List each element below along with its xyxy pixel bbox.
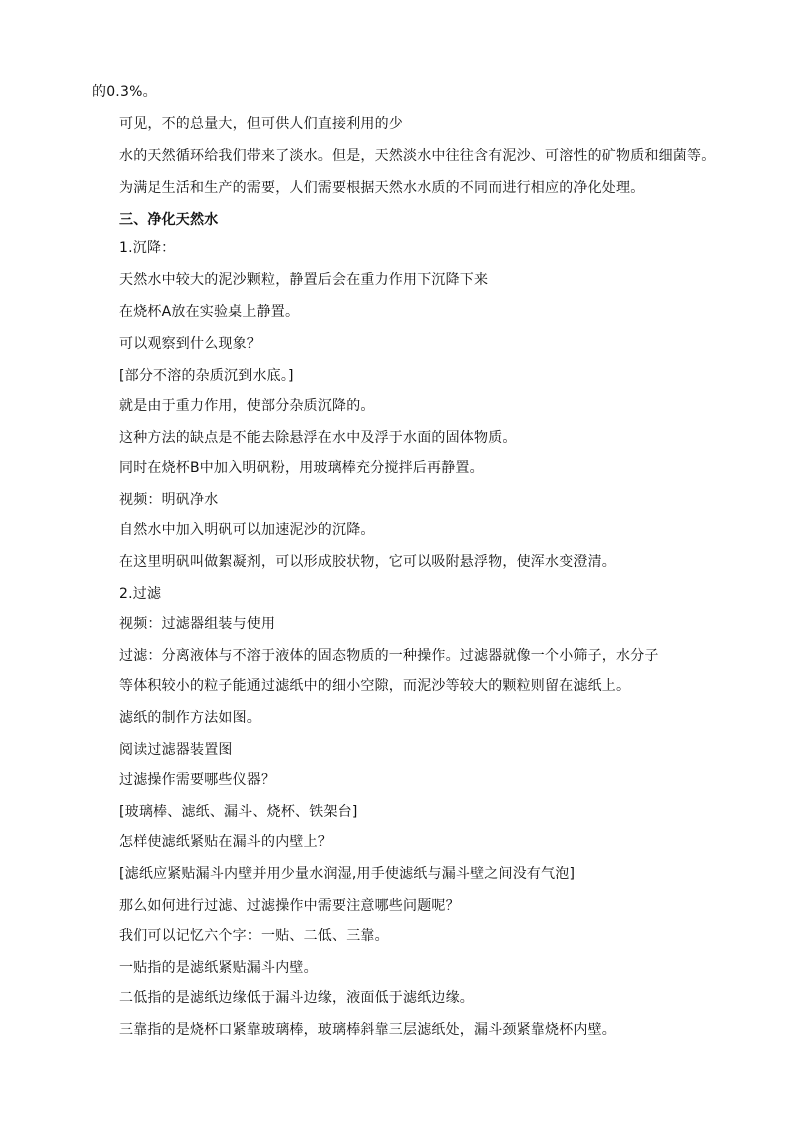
text-line: 这种方法的缺点是不能去除悬浮在水中及浮于水面的固体物质。 [119,430,517,446]
question-line: 怎样使滤纸紧贴在漏斗的内壁上？ [119,834,332,850]
text-line: 等体积较小的粒子能通过滤纸中的细小空隙，而泥沙等较大的颗粒则留在滤纸上。 [119,678,631,694]
text-line: 二低指的是滤纸边缘低于漏斗边缘，液面低于滤纸边缘。 [119,990,474,1006]
text-line: 一贴指的是滤纸紧贴漏斗内壁。 [119,960,318,976]
question-line: 那么如何进行过滤、过滤操作中需要注意哪些问题呢？ [119,898,460,914]
text-line: 在这里明矾叫做絮凝剂，可以形成胶状物，它可以吸附悬浮物，使浑水变澄清。 [119,554,616,570]
text-line: 视频：过滤器组装与使用 [119,616,276,632]
question-line: 过滤操作需要哪些仪器？ [119,772,276,788]
subsection-heading: 2.过滤 [119,586,162,602]
answer-line: [滤纸应紧贴漏斗内壁并用少量水润湿,用手使滤纸与漏斗壁之间没有气泡] [119,866,576,882]
section-heading: 三、净化天然水 [119,212,219,228]
text-line: 滤纸的制作方法如图。 [119,710,261,726]
text-line: 三靠指的是烧杯口紧靠玻璃棒，玻璃棒斜靠三层滤纸处，漏斗颈紧靠烧杯内壁。 [119,1022,616,1038]
text-line: 过滤：分离液体与不溶于液体的固态物质的一种操作。过滤器就像一个小筛子，水分子 [119,648,659,664]
text-line: 就是由于重力作用，使部分杂质沉降的。 [119,398,375,414]
text-line: 阅读过滤器装置图 [119,742,233,758]
text-line: 水的天然循环给我们带来了淡水。但是，天然淡水中往往含有泥沙、可溶性的矿物质和细菌等。 [119,148,716,164]
answer-line: [部分不溶的杂质沉到水底。] [119,368,294,384]
text-line: 自然水中加入明矾可以加速泥沙的沉降。 [119,522,375,538]
text-line: 的0.3%。 [92,84,157,100]
question-line: 可以观察到什么现象？ [119,336,261,352]
text-line: 视频：明矾净水 [119,492,219,508]
text-line: 在烧杯A放在实验桌上静置。 [119,304,300,320]
text-line: 可见，不的总量大，但可供人们直接利用的少 [119,116,403,132]
subsection-heading: 1.沉降： [119,240,176,256]
text-line: 同时在烧杯B中加入明矾粉，用玻璃棒充分搅拌后再静置。 [119,460,484,476]
text-line: 天然水中较大的泥沙颗粒，静置后会在重力作用下沉降下来 [119,272,489,288]
text-line: 为满足生活和生产的需要，人们需要根据天然水水质的不同而进行相应的净化处理。 [119,180,645,196]
answer-line: [玻璃棒、滤纸、漏斗、烧杯、铁架台] [119,804,358,820]
text-line: 我们可以记忆六个字：一贴、二低、三靠。 [119,928,389,944]
